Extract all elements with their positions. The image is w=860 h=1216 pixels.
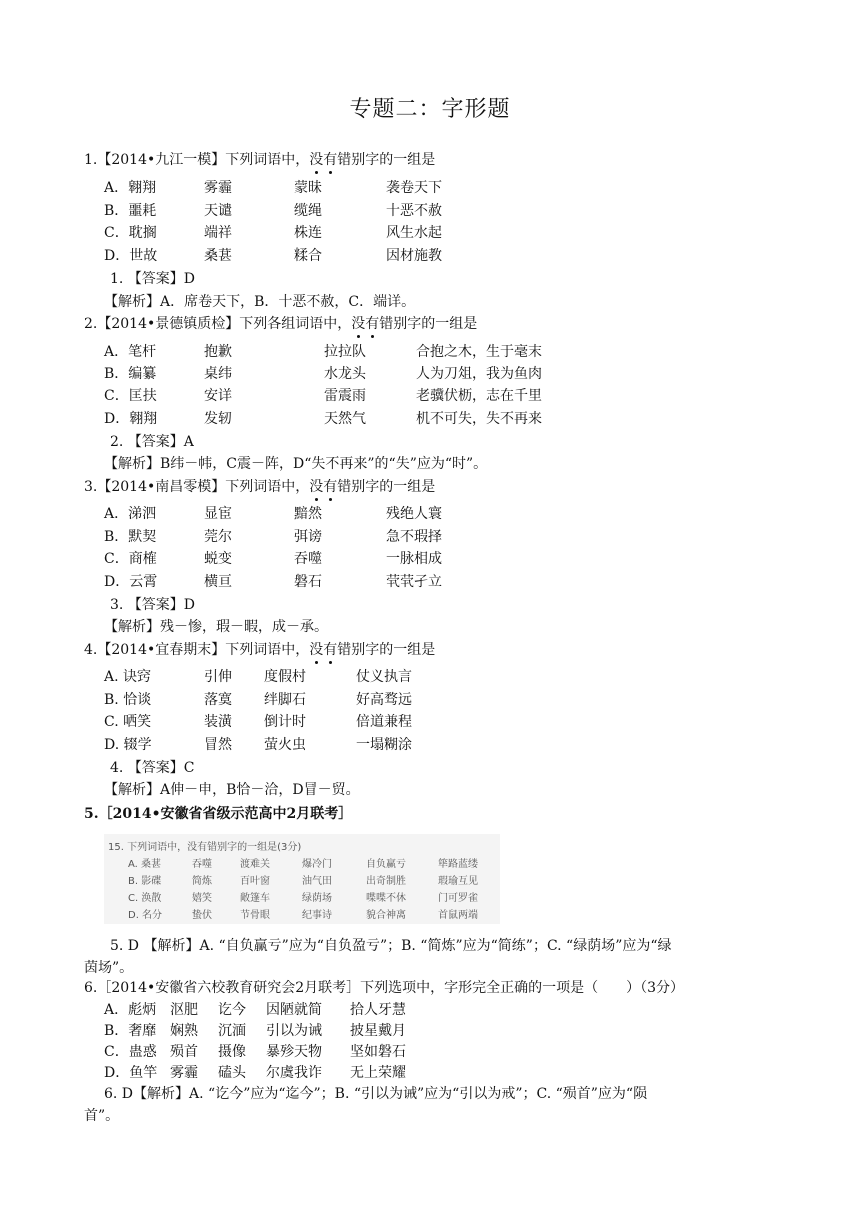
- scan-word: 百叶窗: [240, 876, 270, 887]
- q6-explanation-line1: 6. D【解析】A. “讫今”应为“迄今”；B. “引以为诫”应为“引以为戒”；C. “殒首”应为“陨: [104, 1086, 648, 1102]
- stem-text: 4.【2014•宜春期末】下列词语中，: [84, 642, 310, 658]
- scan-word: 油气田: [302, 876, 332, 887]
- option-word: 十恶不赦: [386, 203, 442, 219]
- option-word: C. 哂笑: [104, 714, 152, 730]
- option-word: 娴熟: [170, 1023, 198, 1039]
- option-word: 引伸: [204, 669, 232, 685]
- option-word: 黯然: [294, 506, 322, 522]
- option-word: 茕茕孑立: [386, 574, 442, 590]
- option-word: 暴殄天物: [266, 1044, 322, 1060]
- emphasis-char: 没: [309, 642, 324, 658]
- option-word: 倒计时: [264, 714, 306, 730]
- question-2-stem: [84, 314, 477, 334]
- scan-word: 纪事诗: [302, 910, 332, 921]
- option-word: B．默契: [104, 529, 157, 545]
- option-word: 萤火虫: [264, 737, 306, 753]
- emphasis-char: 没: [309, 479, 324, 495]
- option-word: 殒首: [170, 1044, 198, 1060]
- option-word: D. 辍学: [104, 737, 152, 753]
- stem-text: 1.【2014•九江一模】下列词语中，: [84, 152, 310, 168]
- scan-word: A. 桑葚: [128, 859, 162, 870]
- q5-explanation-line1: 5. D 【解析】A. “自负赢亏”应为“自负盈亏”；B. “简炼”应为“简练”；C. “绿荫场”应为“绿: [110, 938, 672, 954]
- scan-word: 门可罗雀: [438, 893, 478, 904]
- option-word: C．商榷: [104, 551, 157, 567]
- option-word: B．编纂: [104, 366, 157, 382]
- scan-word: 蛰伏: [192, 910, 212, 921]
- scan-stem: 15. 下列词语中，没有错别字的一组是(3分): [108, 842, 302, 853]
- option-word: 雾霾: [170, 1065, 198, 1081]
- option-word: 蒙昧: [294, 180, 322, 196]
- q4-answer: 4. 【答案】C: [110, 760, 195, 776]
- option-word: D．翱翔: [104, 411, 158, 427]
- scan-word: 节骨眼: [240, 910, 270, 921]
- option-word: 天谴: [204, 203, 232, 219]
- q5-explanation-line2: 茵场”。: [84, 960, 134, 976]
- option-word: B．噩耗: [104, 203, 157, 219]
- scan-word: 简炼: [192, 876, 212, 887]
- option-word: 仗义执言: [356, 669, 412, 685]
- option-word: A．涕泗: [104, 506, 157, 522]
- page-title: 专题二：字形题: [349, 97, 511, 122]
- option-word: 装潢: [204, 714, 232, 730]
- option-word: 一塌糊涂: [356, 737, 412, 753]
- option-word: A．笔杆: [104, 344, 157, 360]
- option-word: 沤肥: [170, 1002, 198, 1018]
- question-1-stem: [84, 150, 435, 170]
- option-word: 一脉相成: [386, 551, 442, 567]
- option-word: 好高骛远: [356, 692, 412, 708]
- option-word: 天然气: [324, 411, 366, 427]
- option-word: 抱歉: [204, 344, 232, 360]
- option-word: 因陋就简: [266, 1002, 322, 1018]
- option-word: 无上荣耀: [350, 1065, 406, 1081]
- option-word: 发轫: [204, 411, 232, 427]
- question-6-stem: 6.［2014•安徽省六校教育研究会2月联考］下列选项中，字形完全正确的一项是（ ）（3分）: [84, 980, 685, 996]
- scan-word: D. 名分: [128, 910, 163, 921]
- scan-word: 自负赢亏: [366, 859, 406, 870]
- option-word: 讫今: [218, 1002, 246, 1018]
- option-word: 桑葚: [204, 248, 232, 264]
- option-word: D．世故: [104, 248, 158, 264]
- option-word: 安详: [204, 388, 232, 404]
- option-word: C．耽搁: [104, 225, 157, 241]
- option-word: 缆绳: [294, 203, 322, 219]
- option-word: 拉拉队: [324, 344, 366, 360]
- scan-word: 喋喋不休: [366, 893, 406, 904]
- scan-word: B. 影碟: [128, 876, 162, 887]
- option-word: 冒然: [204, 737, 232, 753]
- question-3-stem: [84, 477, 435, 497]
- option-word: 莞尔: [204, 529, 232, 545]
- option-word: A．翱翔: [104, 180, 157, 196]
- option-word: 坚如磐石: [350, 1044, 406, 1060]
- option-word: 度假村: [264, 669, 306, 685]
- option-word: 横亘: [204, 574, 232, 590]
- scanned-question-image: [104, 834, 500, 924]
- option-word: 落寞: [204, 692, 232, 708]
- option-word: C．蛊惑: [104, 1044, 157, 1060]
- question-5-stem: 5.［2014•安徽省省级示范高中2月联考］: [84, 806, 353, 822]
- option-word: 急不瑕择: [386, 529, 442, 545]
- emphasis-char: 有: [365, 316, 380, 332]
- option-word: 水龙头: [324, 366, 366, 382]
- option-word: 磐石: [294, 574, 322, 590]
- scan-word: 出奇制胜: [366, 876, 406, 887]
- q2-explanation: 【解析】B纬－帏，C震－阵，D“失不再来”的“失”应为“时”。: [104, 456, 488, 472]
- scan-word: 貌合神离: [366, 910, 406, 921]
- option-word: 风生水起: [386, 225, 442, 241]
- option-word: 绊脚石: [264, 692, 306, 708]
- q4-explanation: 【解析】A伸－申，B恰－洽，D冒－贸。: [104, 782, 360, 798]
- q1-explanation: 【解析】A．席卷天下，B．十恶不赦，C．端详。: [104, 294, 416, 310]
- option-word: B．奢靡: [104, 1023, 157, 1039]
- option-word: 拾人牙慧: [350, 1002, 406, 1018]
- q6-explanation-line2: 首”。: [84, 1108, 120, 1124]
- option-word: 因材施教: [386, 248, 442, 264]
- option-word: B. 恰谈: [104, 692, 152, 708]
- option-word: 弭谤: [294, 529, 322, 545]
- option-word: 雷震雨: [324, 388, 366, 404]
- option-word: 糅合: [294, 248, 322, 264]
- q3-explanation: 【解析】残－惨，瑕－暇，成－承。: [104, 619, 328, 635]
- option-word: 人为刀俎，我为鱼肉: [416, 366, 542, 382]
- scan-word: 吞噬: [192, 859, 212, 870]
- option-word: 桌纬: [204, 366, 232, 382]
- stem-text: 错别字的一组是: [337, 479, 436, 495]
- option-word: 株连: [294, 225, 322, 241]
- option-word: 机不可失，失不再来: [416, 411, 542, 427]
- option-word: 老骥伏枥，志在千里: [416, 388, 542, 404]
- option-word: 显宦: [204, 506, 232, 522]
- option-word: 尔虞我诈: [266, 1065, 322, 1081]
- stem-text: 2.【2014•景德镇质检】下列各组词语中，: [84, 316, 352, 332]
- emphasis-char: 有: [323, 479, 338, 495]
- option-word: 合抱之木，生于毫末: [416, 344, 542, 360]
- emphasis-char: 没: [309, 152, 324, 168]
- scan-word: 渡难关: [240, 859, 270, 870]
- option-word: C．匡扶: [104, 388, 157, 404]
- option-word: 残绝人寰: [386, 506, 442, 522]
- scan-word: 首鼠两端: [438, 910, 478, 921]
- scan-word: 爆冷门: [302, 859, 332, 870]
- scan-word: 绿荫场: [302, 893, 332, 904]
- option-word: 倍道兼程: [356, 714, 412, 730]
- stem-text: 错别字的一组是: [337, 642, 436, 658]
- q3-answer: 3. 【答案】D: [110, 597, 196, 613]
- scan-word: 嬉笑: [192, 893, 212, 904]
- option-word: A．彪炳: [104, 1002, 157, 1018]
- scan-word: 筚路蓝缕: [438, 859, 478, 870]
- emphasis-char: 有: [323, 642, 338, 658]
- option-word: 雾霾: [204, 180, 232, 196]
- emphasis-char: 没: [351, 316, 366, 332]
- emphasis-char: 有: [323, 152, 338, 168]
- scan-word: C. 涣散: [128, 893, 162, 904]
- q1-answer: 1. 【答案】D: [110, 271, 196, 287]
- option-word: 披星戴月: [350, 1023, 406, 1039]
- option-word: 引以为诫: [266, 1023, 322, 1039]
- option-word: 袭卷天下: [386, 180, 442, 196]
- scan-word: 敞篷车: [240, 893, 270, 904]
- stem-text: 错别字的一组是: [379, 316, 478, 332]
- option-word: A. 诀窍: [104, 669, 152, 685]
- q2-answer: 2. 【答案】A: [110, 434, 194, 450]
- option-word: 摄像: [218, 1044, 246, 1060]
- stem-text: 3.【2014•南昌零模】下列词语中，: [84, 479, 310, 495]
- option-word: 蜕变: [204, 551, 232, 567]
- scan-word: 瑕瑜互见: [438, 876, 478, 887]
- option-word: 沉湎: [218, 1023, 246, 1039]
- option-word: D．鱼竿: [104, 1065, 158, 1081]
- stem-text: 错别字的一组是: [337, 152, 436, 168]
- option-word: 磕头: [218, 1065, 246, 1081]
- option-word: 吞噬: [294, 551, 322, 567]
- option-word: 端祥: [204, 225, 232, 241]
- question-4-stem: [84, 640, 435, 660]
- option-word: D．云霄: [104, 574, 158, 590]
